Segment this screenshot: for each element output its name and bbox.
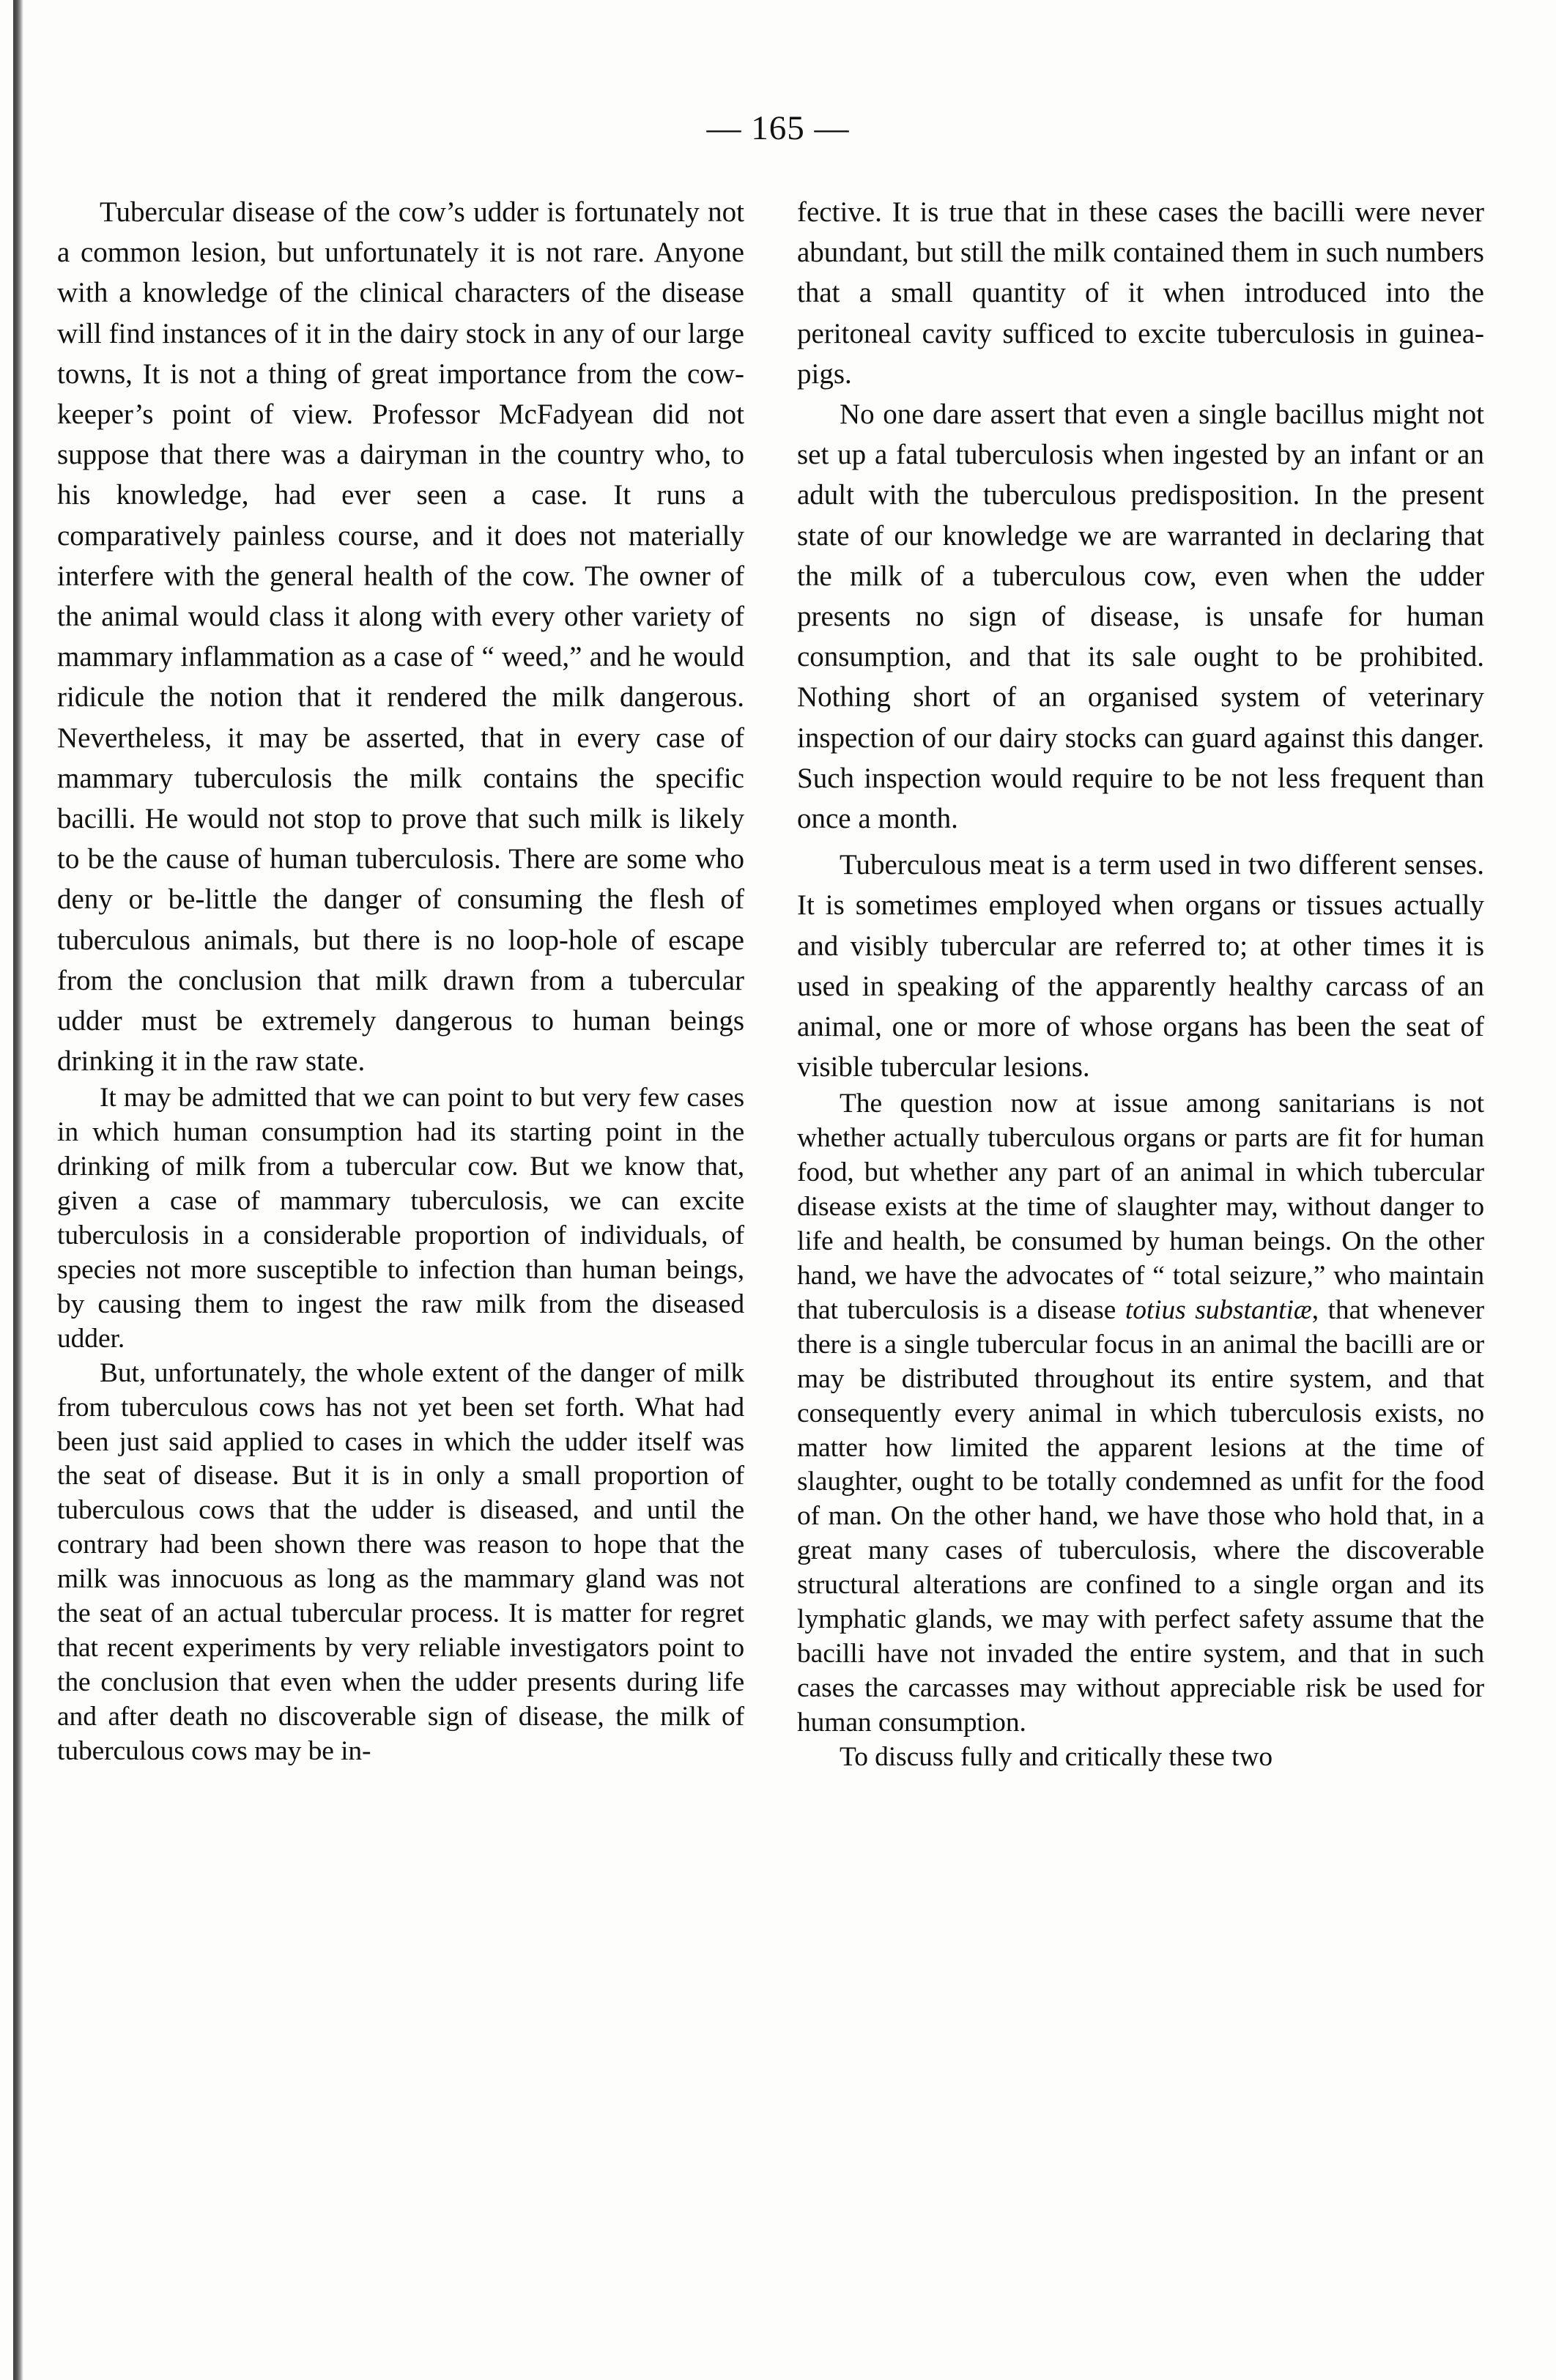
page-number: — 165 — [706, 109, 850, 147]
right-paragraph-1: fective. It is true that in these cases the bacilli were never abundant, but still the milk contained them in such numbers that a small quantity of it when introduced into the peritoneal cavity sufficed to excite tuberculosis in guinea-pigs. [797, 196, 1484, 390]
right-paragraph-2: No one dare assert that even a single bacillus might not set up a fatal tuberculosis when ingested by an infant or an adult with the tuberculous predisposition. In the present state of our knowledge we are warranted in declaring that the milk of a tuberculous cow, even when the udder presents no sign of disease, is unsafe for human consumption, and that its sale ought to be prohibited. Nothing short of an organised system of veterinary inspection of our dairy stocks can guard against this danger. Such inspection would require to be not less frequent than once a month. [797, 398, 1484, 835]
latin-phrase: totius substantiæ [1125, 1294, 1312, 1325]
right-paragraph-3: Tuberculous meat is a term used in two different senses. It is sometimes employed when organs or tissues actually and visibly tubercular are referred to; at other times it is used in speaking of the apparently healthy carcass of an animal, one or more of whose organs has been the seat of visible tubercular lesions. [797, 849, 1484, 1083]
left-paragraph-3: But, unfortunately, the whole extent of the danger of milk from tuberculous cows has not yet been set forth. What had been just said applied to cases in which the udder itself was the seat of disease. But it is in only a small proportion of tuberculous cows that the udder is diseased, and until the contrary had been shown there was reason to hope that the milk was innocuous as long as the mammary gland was not the seat of an actual tubercular process. It is matter for regret that recent experiments by very reliable investigators point to the conclusion that even when the udder presents during life and after death no discoverable sign of disease, the milk of tuberculous cows may be in- [57, 1357, 744, 1766]
right-paragraph-4-text-b: , that whenever there is a single tubercular focus in an animal the bacilli are or may be distributed throughout its entire system, and that consequently every animal in which tuberculosis exists, no matter how limited the apparent lesions at the time of slaughter, ought to be totally condemned as unfit for the food of man. On the other hand, we have those who hold that, in a great many cases of tuberculosis, where the discoverable structural alterations are confined to a single organ and its lymphatic glands, we may with perfect safety assume that the bacilli have not invaded the entire system, and that in such cases the carcasses may without appreciable risk be used for human consumption. [797, 1294, 1484, 1738]
left-column [57, 192, 744, 2353]
right-paragraph-4 [797, 1087, 1484, 1740]
left-paragraph-1: Tubercular disease of the cow’s udder is fortunately not a common lesion, but unfortunately it is not rare. Anyone with a knowledge of the clinical characters of the disease will find instances of it in the dairy stock in any of our large towns, It is not a thing of great importance from the cow-keeper’s point of view. Professor McFadyean did not suppose that there was a dairyman in the country who, to his knowledge, had ever seen a case. It runs a comparatively painless course, and it does not materially interfere with the general health of the cow. The owner of the animal would class it along with every other variety of mammary inflammation as a case of “ weed,” and he would ridicule the notion that it rendered the milk dangerous. Nevertheless, it may be asserted, that in every case of mammary tuberculosis the milk contains the specific bacilli. He would not stop to prove that such milk is likely to be the cause of human tuberculosis. There are some who deny or be-little the danger of consuming the flesh of tuberculous animals, but there is no loop-hole of escape from the conclusion that milk drawn from a tubercular udder must be extremely dangerous to human beings drinking it in the raw state. [57, 196, 744, 1078]
right-column [797, 192, 1484, 2353]
scan-binding-edge [13, 0, 23, 2380]
left-paragraph-2: It may be admitted that we can point to but very few cases in which human consumption had its starting point in the drinking of milk from a tubercular cow. But we know that, given a case of mammary tuberculosis, we can excite tuberculosis in a considerable proportion of individuals, of species not more susceptible to infection than human beings, by causing them to ingest the raw milk from the diseased udder. [57, 1083, 744, 1354]
right-paragraph-5: To discuss fully and critically these two [840, 1741, 1273, 1772]
right-paragraph-4-text-a: The question now at issue among sanitarians is not whether actually tuberculous organs or parts are fit for human food, but whether any part of an animal in which tubercular disease exists at the time of slaughter may, without danger to life and health, be consumed by human beings. On the other hand, we have the advocates of “ total seizure,” who maintain that tuberculosis is a disease [797, 1089, 1484, 1325]
